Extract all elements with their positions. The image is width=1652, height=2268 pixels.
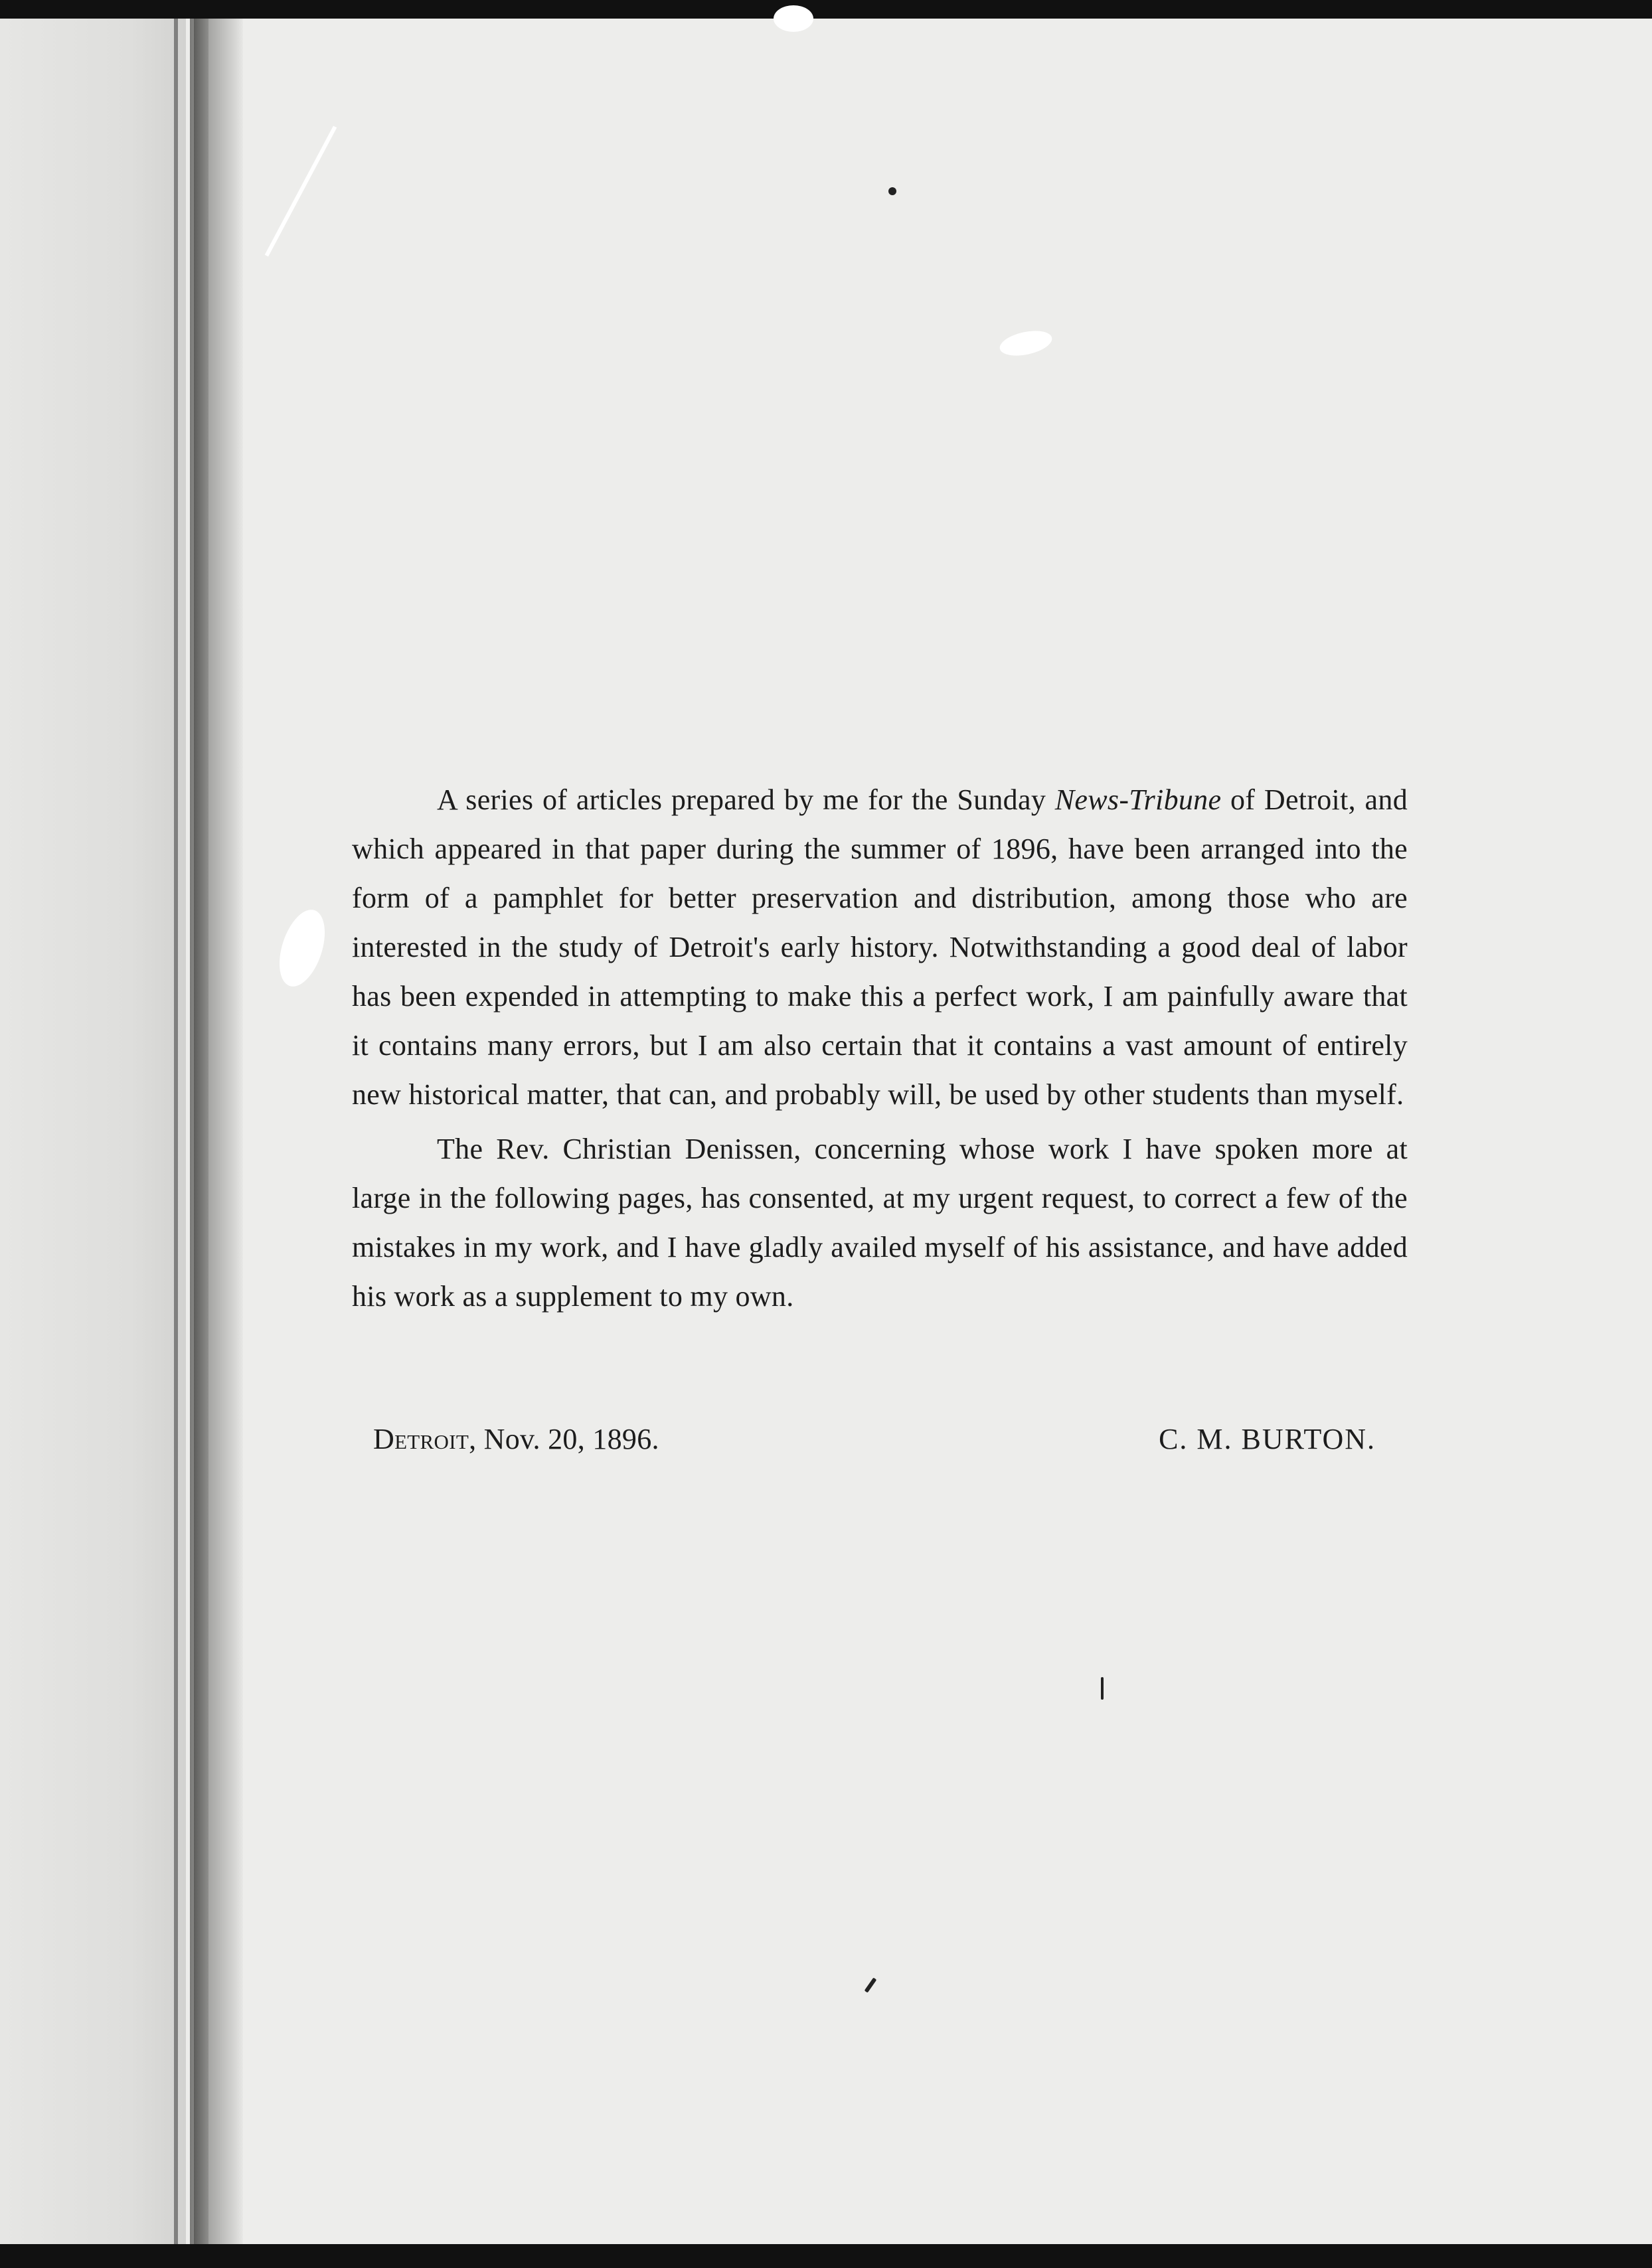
date: , Nov. 20, 1896. [469, 1423, 659, 1455]
place-name: Detroit [373, 1423, 469, 1455]
scan-artifact [997, 327, 1054, 360]
paragraph-text: of Detroit, and which appeared in that paper during the summer of 1896, have been arranged into the form of a pamphlet for better preservation and distribution, among those who are interested in the study of Detroit's early history. Notwithstanding a good deal of labor has been expended in attempting to make this a perfect work, I am painfully aware that it contains many errors, but I am also certain that it contains a vast amount of entirely new historical matter, that can, and probably will, be used by other students than myself. [352, 783, 1408, 1111]
paragraph [352, 775, 1408, 1119]
page-edge-line [174, 19, 178, 2244]
signoff [373, 1413, 1376, 1466]
preface-text [352, 775, 1408, 1321]
place-and-date [373, 1413, 659, 1466]
author-signature: C. M. BURTON. [1159, 1423, 1376, 1455]
scan-artifact [888, 187, 896, 195]
scan-artifact [271, 904, 333, 993]
scan-artifact [774, 5, 813, 32]
binding-gutter-crease [194, 19, 208, 2244]
scan-artifact [265, 125, 337, 256]
scan-artifact [1101, 1677, 1104, 1700]
left-page-edge [0, 19, 186, 2244]
scan-artifact [865, 1977, 877, 1992]
paragraph: The Rev. Christian Denissen, concerning whose work I have spoken more at large in the following pages, has consented, at my urgent request, to correct a few of the mistakes in my work, and I have gladly availed myself of his assistance, and have added his work as a supplement to my own. [352, 1133, 1408, 1313]
paragraph-text: A series of articles prepared by me for the Sunday [437, 783, 1055, 816]
newspaper-title: News-Tribune [1054, 783, 1222, 816]
